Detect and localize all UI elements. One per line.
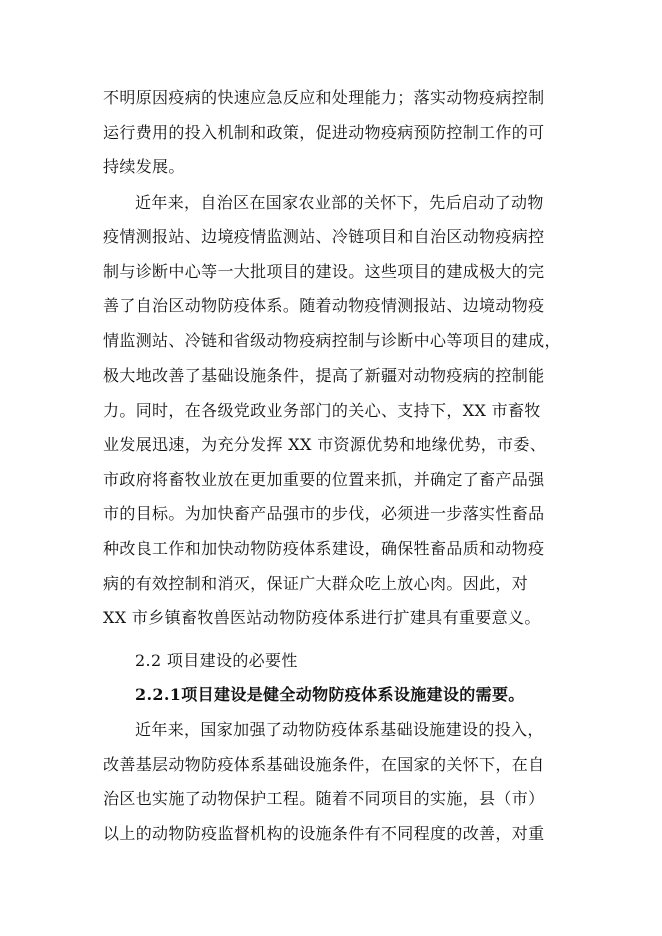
text-line: 极大地改善了基础设施条件，提高了新疆对动物疫病的控制能 bbox=[103, 366, 545, 385]
text-line: 改善基层动物防疫体系基础设施条件，在国家的关怀下，在自 bbox=[103, 755, 545, 774]
text-line: 业发展迅速，为充分发挥 XX 市资源优势和地缘优势，市委、 bbox=[103, 435, 547, 454]
text-line: 近年来，自治区在国家农业部的关怀下，先后启动了动物 bbox=[135, 193, 544, 212]
text-line: 制与诊断中心等一大批项目的建设。这些项目的建成极大的完 bbox=[103, 262, 545, 281]
text-line: 疫情测报站、边境疫情监测站、冷链项目和自治区动物疫病控 bbox=[103, 227, 545, 246]
text-line: 治区也实施了动物保护工程。随着不同项目的实施，县（市） bbox=[103, 789, 545, 808]
text-line: 以上的动物防疫监督机构的设施条件有不同程度的改善，对重 bbox=[103, 824, 545, 843]
text-line: 持续发展。 bbox=[103, 157, 185, 176]
text-line: XX 市乡镇畜牧兽医站动物防疫体系进行扩建具有重要意义。 bbox=[103, 608, 541, 627]
text-line: 善了自治区动物防疫体系。随着动物疫情测报站、边境动物疫 bbox=[103, 296, 545, 315]
text-line: 情监测站、冷链和省级动物疫病控制与诊断中心等项目的建成， bbox=[103, 331, 561, 350]
subsection-heading: 2.2.1项目建设是健全动物防疫体系设施建设的需要。 bbox=[135, 685, 525, 704]
text-line: 近年来，国家加强了动物防疫体系基础设施建设的投入， bbox=[135, 720, 544, 739]
text-line: 种改良工作和加快动物防疫体系建设，确保牲畜品质和动物疫 bbox=[103, 539, 545, 558]
section-heading: 2.2 项目建设的必要性 bbox=[135, 651, 298, 670]
text-line: 不明原因疫病的快速应急反应和处理能力；落实动物疫病控制 bbox=[103, 88, 545, 107]
text-line: 力。同时，在各级党政业务部门的关心、支持下，XX 市畜牧 bbox=[103, 401, 541, 420]
text-line: 市政府将畜牧业放在更加重要的位置来抓，并确定了畜产品强 bbox=[103, 470, 545, 489]
text-line: 运行费用的投入机制和政策，促进动物疫病预防控制工作的可 bbox=[103, 123, 545, 142]
text-line: 市的目标。为加快畜产品强市的步伐，必须进一步落实性畜品 bbox=[103, 504, 545, 523]
text-line: 病的有效控制和消灭，保证广大群众吃上放心肉。因此，对 bbox=[103, 574, 529, 593]
